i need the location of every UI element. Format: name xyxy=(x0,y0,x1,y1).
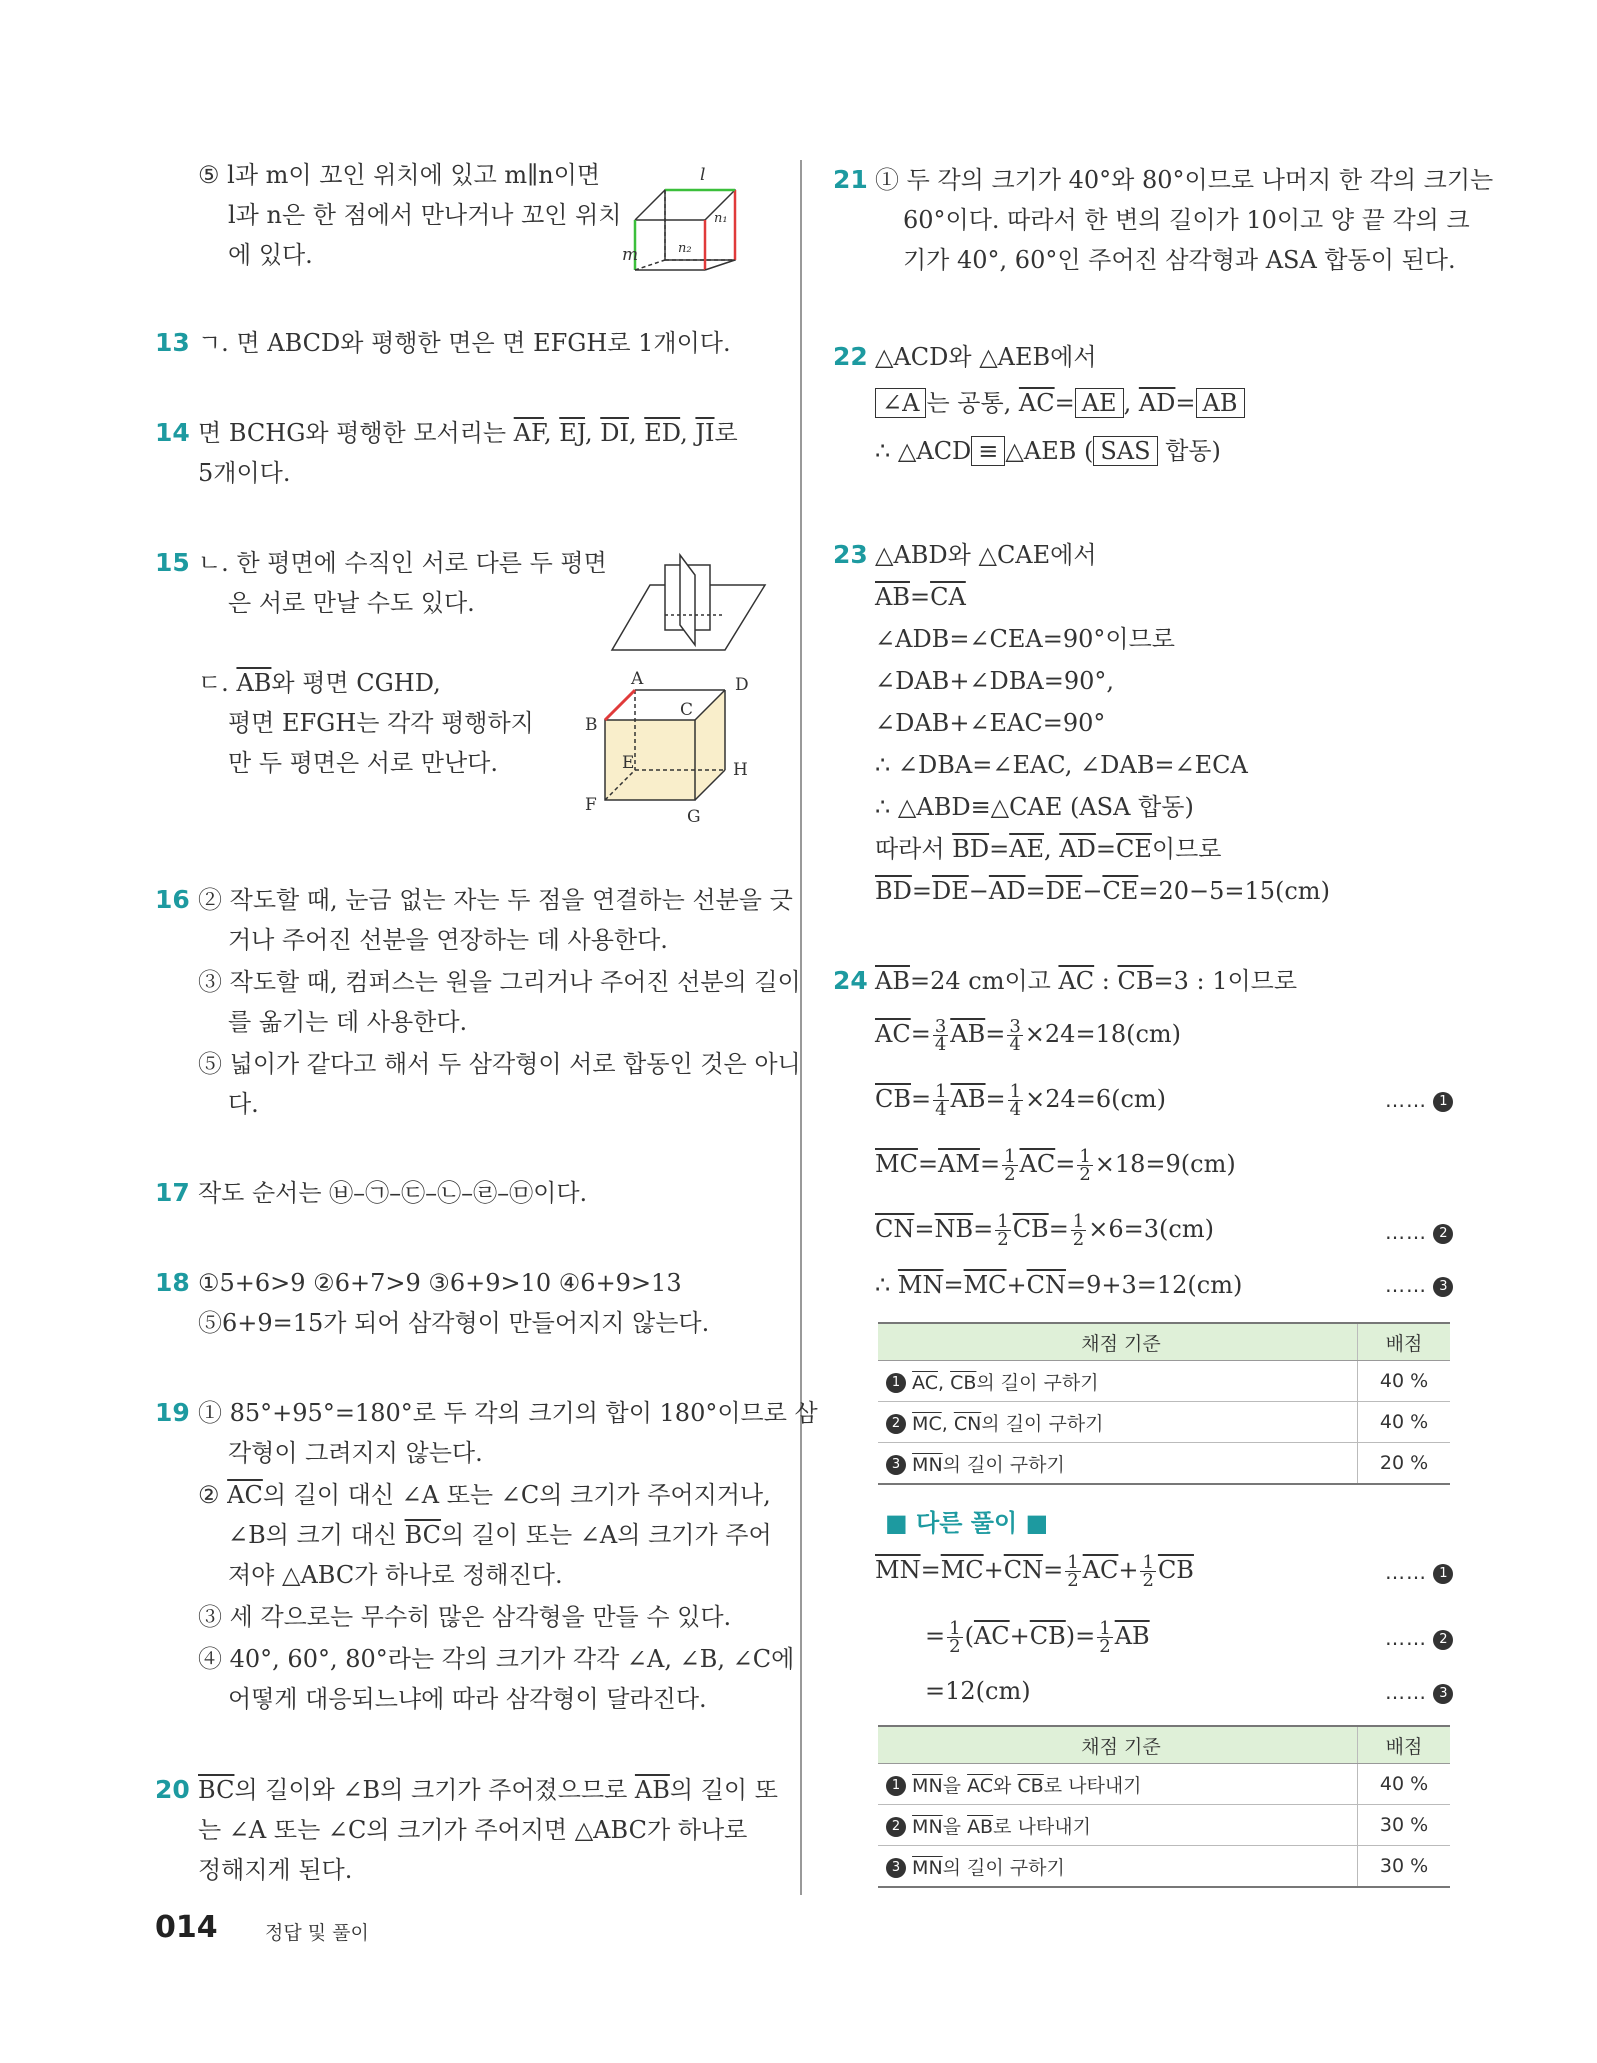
table-row: 2 $\overline{MN}$을 $\overline{AB}$로 나타내기 30 % xyxy=(878,1805,1450,1846)
q23-line8: 따라서 $\overline{BD}=\overline{AE}$, $\overline{AD}=\overline{CE}$이므로 xyxy=(875,835,1222,863)
q21-line3: 기가 40°, 60°인 주어진 삼각형과 ASA 합동이 된다. xyxy=(903,246,1456,274)
alt-row2: = $\frac{1}{2}$ $(\overline{AC}+\overline{CB})=$ $\frac{1}{2}$ $\overline{AB}$ xyxy=(925,1618,1150,1657)
svg-text:F: F xyxy=(585,795,597,815)
q14-line1: 면 BCHG와 평행한 모서리는 $\overline{AF}$, $\overline{EJ}$, $\overline{DI}$, $\overline{ED}$, $\overline{JI}$로 xyxy=(198,419,738,447)
q17-text: 작도 순서는 ㉥–㉠–㉢–㉡–㉣–㉤이다. xyxy=(198,1179,588,1207)
q21-number: 21 xyxy=(833,165,868,194)
svg-text:A: A xyxy=(631,669,644,689)
alt-row3: =12(cm) xyxy=(925,1677,1031,1705)
q24-step-marker-3: …… 3 xyxy=(1385,1273,1453,1297)
q17-number: 17 xyxy=(155,1178,190,1207)
label-m: m xyxy=(622,245,639,265)
svg-text:E: E xyxy=(622,753,635,773)
q23-line2: $\overline{AB}=\overline{CA}$ xyxy=(875,583,966,611)
svg-text:G: G xyxy=(687,807,701,827)
q16-line5: ⑤ 넓이가 같다고 해서 두 삼각형이 서로 합동인 것은 아니 xyxy=(198,1050,801,1078)
q19-line3: ② $\overline{AC}$의 길이 대신 ∠A 또는 ∠C의 크기가 주어지거나, xyxy=(198,1481,771,1509)
q23-line9: $\overline{BD}=\overline{DE}-\overline{AD}=\overline{DE}-\overline{CE}=20-5=15(cm)$ xyxy=(875,877,1330,905)
q13-text: ㄱ. 면 ABCD와 평행한 면은 면 EFGH로 1개이다. xyxy=(198,329,731,357)
q19-line4: ∠B의 크기 대신 $\overline{BC}$의 길이 또는 ∠A의 크기가 주어 xyxy=(228,1521,772,1549)
skew-lines-cube-figure xyxy=(622,160,770,280)
table1-header-criteria: 채점 기준 xyxy=(878,1323,1358,1361)
table-row: 1 $\overline{MN}$을 $\overline{AC}$와 $\overline{CB}$로 나타내기 40 % xyxy=(878,1764,1450,1805)
table2-header-criteria: 채점 기준 xyxy=(878,1726,1358,1764)
q18-line1: ①5+6>9 ②6+7>9 ③6+9>10 ④6+9>13 xyxy=(198,1269,682,1297)
q12-line1: ⑤ l과 m이 꼬인 위치에 있고 m∥n이면 xyxy=(198,161,601,189)
page-section-label: 정답 및 풀이 xyxy=(265,1922,369,1944)
alt-step-marker-1: …… 1 xyxy=(1385,1560,1453,1584)
q14-line2: 5개이다. xyxy=(198,459,291,487)
q22-line2: ∠A 는 공통, $\overline{AC}=$ AE , $\overline{AD}=$ AB xyxy=(875,388,1245,418)
q20-number: 20 xyxy=(155,1775,190,1804)
q15-number: 15 xyxy=(155,548,190,577)
label-n2: n₂ xyxy=(678,241,692,256)
q18-number: 18 xyxy=(155,1268,190,1297)
svg-text:H: H xyxy=(733,760,748,780)
q12-line3: 에 있다. xyxy=(228,241,313,269)
cube-abcdefgh-figure xyxy=(575,670,765,830)
column-divider xyxy=(800,160,802,1895)
q20-line3: 정해지게 된다. xyxy=(198,1856,353,1884)
q20-line2: 는 ∠A 또는 ∠C의 크기가 주어지면 △ABC가 하나로 xyxy=(198,1816,748,1844)
q24-line1: $\overline{AB}=24$ cm이고 $\overline{AC}$ : $\overline{CB}=3$ : 1이므로 xyxy=(875,967,1298,995)
alt-step-marker-2: …… 2 xyxy=(1385,1626,1453,1650)
table-row: 1 $\overline{AC}$, $\overline{CB}$의 길이 구하기 40 % xyxy=(878,1361,1450,1402)
q24-number: 24 xyxy=(833,966,868,995)
q24-row5: ∴ $\overline{MN}=\overline{MC}+\overline{CN}=9+3=12(cm)$ xyxy=(875,1271,1243,1299)
q19-line5: 져야 △ABC가 하나로 정해진다. xyxy=(228,1561,563,1589)
q15-line1: ㄴ. 한 평면에 수직인 서로 다른 두 평면 xyxy=(198,549,607,577)
alt-step-marker-3: …… 3 xyxy=(1385,1680,1453,1704)
table-row: 3 $\overline{MN}$의 길이 구하기 20 % xyxy=(878,1443,1450,1485)
q18-line2: ⑤6+9=15가 되어 삼각형이 만들어지지 않는다. xyxy=(198,1309,710,1337)
svg-text:B: B xyxy=(585,715,598,735)
alt-row1: $\overline{MN}=\overline{MC}+\overline{CN}=$ $\frac{1}{2}$ $\overline{AC}+$ $\frac{1}{2}$ $\overline{CB}$ xyxy=(875,1552,1194,1591)
q20-line1: $\overline{BC}$의 길이와 ∠B의 크기가 주어졌으므로 $\overline{AB}$의 길이 또 xyxy=(198,1776,778,1804)
svg-text:C: C xyxy=(680,700,694,720)
table1-header-points: 배점 xyxy=(1358,1323,1451,1361)
q16-line6: 다. xyxy=(228,1090,259,1118)
q23-line6: ∴ ∠DBA=∠EAC, ∠DAB=∠ECA xyxy=(875,751,1248,779)
q24-step-marker-1: …… 1 xyxy=(1385,1088,1453,1112)
q22-number: 22 xyxy=(833,342,868,371)
q16-line1: ② 작도할 때, 눈금 없는 자는 두 점을 연결하는 선분을 긋 xyxy=(198,886,793,914)
q16-line3: ③ 작도할 때, 컴퍼스는 원을 그리거나 주어진 선분의 길이 xyxy=(198,968,801,996)
label-n1: n₁ xyxy=(714,211,728,226)
q19-line7: ④ 40°, 60°, 80°라는 각의 크기가 각각 ∠A, ∠B, ∠C에 xyxy=(198,1645,795,1673)
q22-line3: ∴ △ACD ≡ △AEB ( SAS 합동) xyxy=(875,437,1221,465)
q21-line2: 60°이다. 따라서 한 변의 길이가 10이고 양 끝 각의 크 xyxy=(903,206,1470,234)
q19-line1: ① 85°+95°=180°로 두 각의 크기의 합이 180°이므로 삼 xyxy=(198,1399,818,1427)
q24-row3: $\overline{MC}=\overline{AM}=$ $\frac{1}{2}$ $\overline{AC}=$ $\frac{1}{2}$ ×18=9(cm) xyxy=(875,1146,1236,1185)
page-number: 014 xyxy=(155,1910,218,1945)
q15-line4: 평면 EFGH는 각각 평행하지 xyxy=(228,709,534,737)
q19-line2: 각형이 그려지지 않는다. xyxy=(228,1439,483,1467)
q16-number: 16 xyxy=(155,885,190,914)
q15-line3: ㄷ. $\overline{AB}$와 평면 CGHD, xyxy=(198,669,441,697)
q24-row2: $\overline{CB}=$ $\frac{1}{4}$ $\overline{AB}=$ $\frac{1}{4}$ ×24=6(cm) xyxy=(875,1081,1167,1120)
label-l: l xyxy=(700,165,706,185)
perpendicular-planes-figure xyxy=(610,555,770,655)
q19-number: 19 xyxy=(155,1398,190,1427)
table2-header-points: 배점 xyxy=(1358,1726,1451,1764)
q24-step-marker-2: …… 2 xyxy=(1385,1220,1453,1244)
q13-number: 13 xyxy=(155,328,190,357)
q23-line1: △ABD와 △CAE에서 xyxy=(875,541,1097,569)
q23-line3: ∠ADB=∠CEA=90°이므로 xyxy=(875,625,1175,653)
q23-line5: ∠DAB+∠EAC=90° xyxy=(875,709,1106,737)
scoring-table-1 xyxy=(878,1322,1450,1485)
q14-number: 14 xyxy=(155,418,190,447)
scoring-table-2 xyxy=(878,1725,1450,1888)
q16-line4: 를 옮기는 데 사용한다. xyxy=(228,1008,468,1036)
q23-line4: ∠DAB+∠DBA=90°, xyxy=(875,667,1115,695)
q12-line2: l과 n은 한 점에서 만나거나 꼬인 위치 xyxy=(228,201,622,229)
edge-ab xyxy=(605,690,635,720)
table-row: 2 $\overline{MC}$, $\overline{CN}$의 길이 구하기 40 % xyxy=(878,1402,1450,1443)
q24-row4: $\overline{CN}=\overline{NB}=$ $\frac{1}{2}$ $\overline{CB}=$ $\frac{1}{2}$ ×6=3(cm) xyxy=(875,1211,1214,1250)
q23-number: 23 xyxy=(833,540,868,569)
q24-row1: $\overline{AC}=$ $\frac{3}{4}$ $\overline{AB}=$ $\frac{3}{4}$ ×24=18(cm) xyxy=(875,1016,1182,1055)
q22-line1: △ACD와 △AEB에서 xyxy=(875,343,1097,371)
q21-line1: ① 두 각의 크기가 40°와 80°이므로 나머지 한 각의 크기는 xyxy=(875,166,1494,194)
svg-text:D: D xyxy=(735,675,749,695)
q23-line7: ∴ △ABD≡△CAE (ASA 합동) xyxy=(875,793,1194,821)
table-row: 3 $\overline{MN}$의 길이 구하기 30 % xyxy=(878,1846,1450,1888)
q15-line2: 은 서로 만날 수도 있다. xyxy=(228,589,475,617)
alt-solution-title: ■ 다른 풀이 ■ xyxy=(885,1509,1049,1537)
q19-line8: 어떻게 대응되느냐에 따라 삼각형이 달라진다. xyxy=(228,1685,707,1713)
q19-line6: ③ 세 각으로는 무수히 많은 삼각형을 만들 수 있다. xyxy=(198,1603,732,1631)
q15-line5: 만 두 평면은 서로 만난다. xyxy=(228,749,498,777)
q16-line2: 거나 주어진 선분을 연장하는 데 사용한다. xyxy=(228,926,668,954)
